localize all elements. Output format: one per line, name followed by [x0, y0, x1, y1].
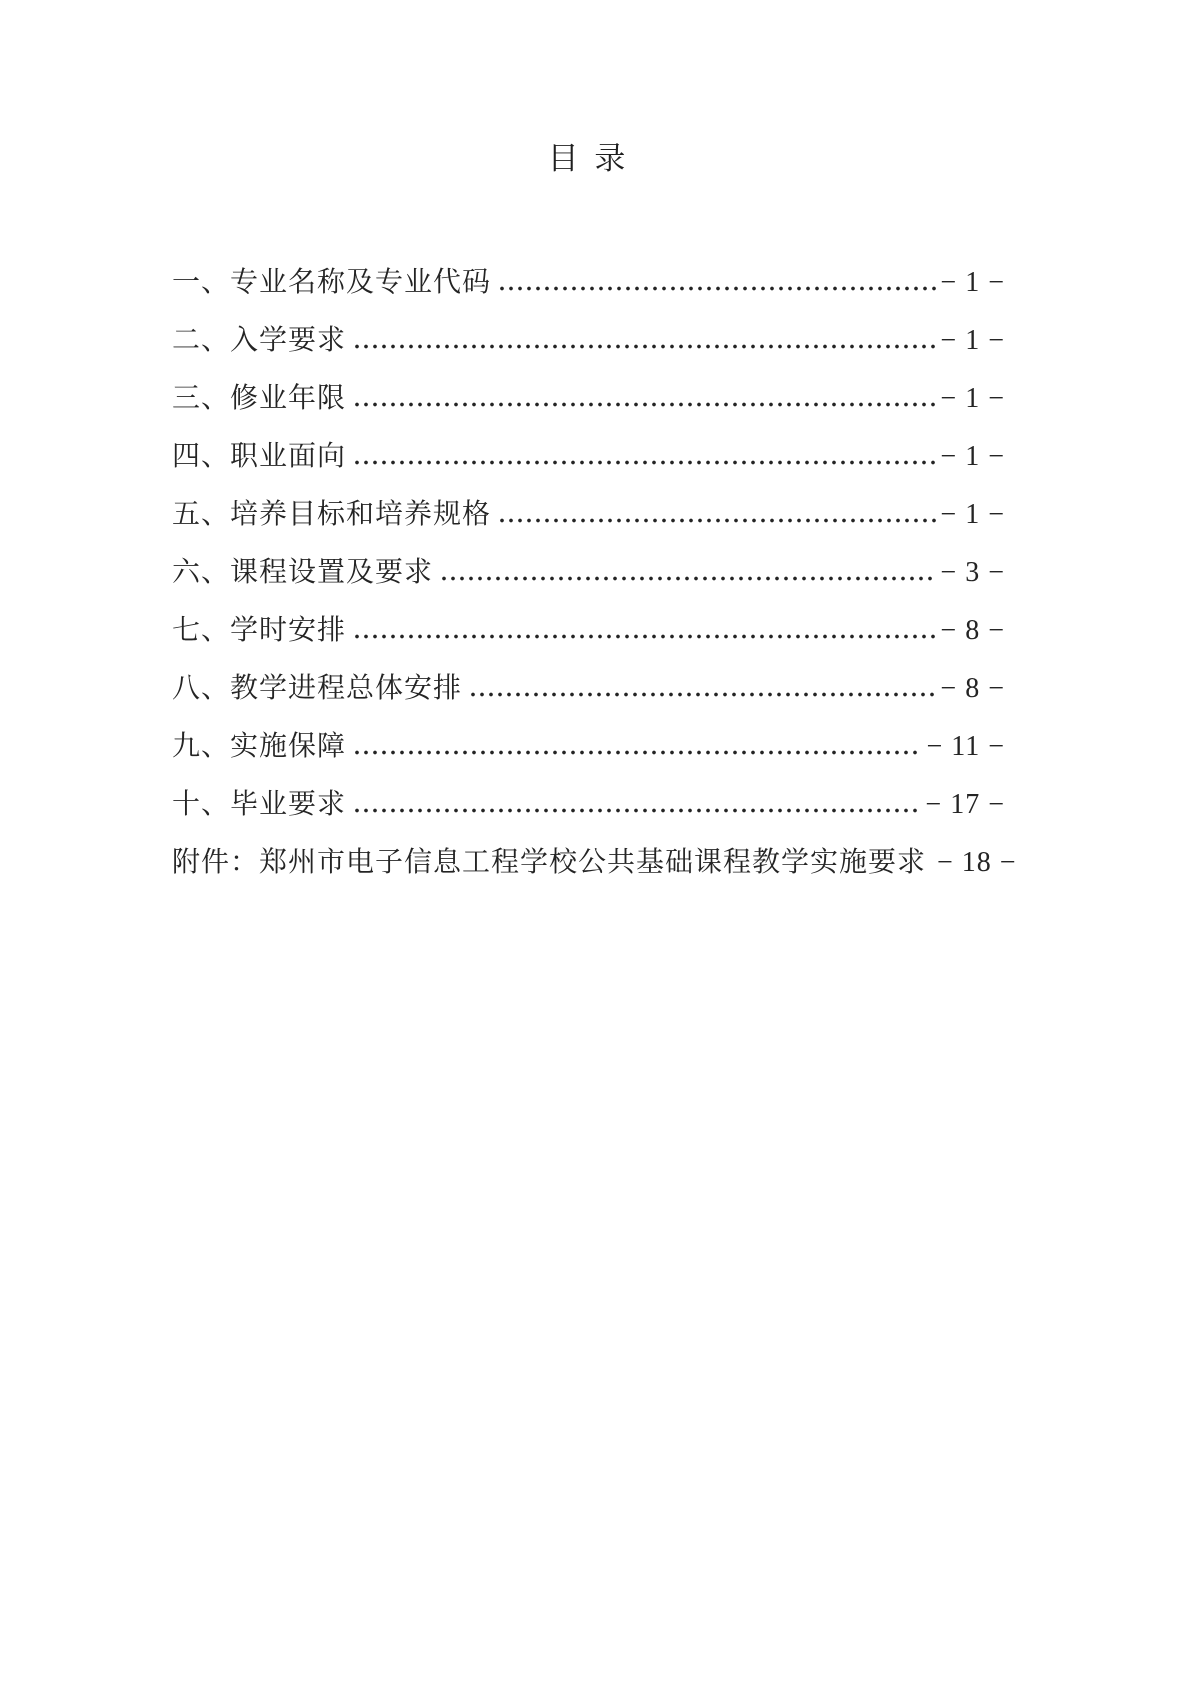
toc-entry-label[interactable]: 三、修业年限	[172, 383, 347, 414]
toc-dot-leader	[353, 633, 936, 640]
toc-entry-label[interactable]: 四、职业面向	[172, 441, 347, 472]
toc-entry-page: − 17 −	[925, 789, 1005, 820]
toc-entry-label[interactable]: 二、入学要求	[172, 325, 347, 356]
toc-entry-label[interactable]: 一、专业名称及专业代码	[172, 267, 492, 298]
toc-dot-leader	[498, 285, 936, 292]
toc-entry-page: − 1 −	[940, 499, 1005, 530]
table-of-contents	[172, 254, 1017, 892]
toc-entry-label[interactable]: 七、学时安排	[172, 615, 347, 646]
toc-dot-leader	[353, 343, 936, 350]
toc-entry-page: − 8 −	[940, 673, 1005, 704]
toc-entry	[172, 718, 1005, 776]
toc-dot-leader	[469, 691, 936, 698]
toc-entry	[172, 486, 1005, 544]
toc-entry-page: − 1 −	[940, 383, 1005, 414]
document-page	[0, 138, 1191, 1684]
toc-entry-label[interactable]: 六、课程设置及要求	[172, 557, 434, 588]
page-title: 目 录	[547, 141, 630, 176]
toc-entry-label[interactable]: 九、实施保障	[172, 731, 347, 762]
toc-dot-leader	[440, 575, 936, 582]
toc-entry-page: − 1 −	[940, 441, 1005, 472]
toc-dot-leader	[353, 459, 936, 466]
toc-entry-label[interactable]: 附件：郑州市电子信息工程学校公共基础课程教学实施要求	[172, 847, 927, 878]
toc-dot-leader	[498, 517, 936, 524]
toc-entry	[172, 544, 1005, 602]
toc-entry	[172, 602, 1005, 660]
toc-dot-leader	[353, 807, 921, 814]
toc-entry-label[interactable]: 八、教学进程总体安排	[172, 673, 463, 704]
toc-entry-page: − 3 −	[940, 557, 1005, 588]
toc-entry-page: − 18 −	[937, 847, 1017, 878]
toc-entry	[172, 370, 1005, 428]
toc-dot-leader	[353, 749, 922, 756]
toc-entry-page: − 11 −	[926, 731, 1005, 762]
toc-entry-label[interactable]: 十、毕业要求	[172, 789, 347, 820]
toc-entry-page: − 1 −	[940, 267, 1005, 298]
toc-entry	[172, 776, 1005, 834]
toc-dot-leader	[353, 401, 936, 408]
toc-entry-page: − 1 −	[940, 325, 1005, 356]
toc-entry	[172, 428, 1005, 486]
toc-entry	[172, 660, 1005, 718]
toc-entry-page: − 8 −	[940, 615, 1005, 646]
toc-entry	[172, 834, 1017, 892]
toc-entry	[172, 254, 1005, 312]
toc-entry-label[interactable]: 五、培养目标和培养规格	[172, 499, 492, 530]
toc-entry	[172, 312, 1005, 370]
